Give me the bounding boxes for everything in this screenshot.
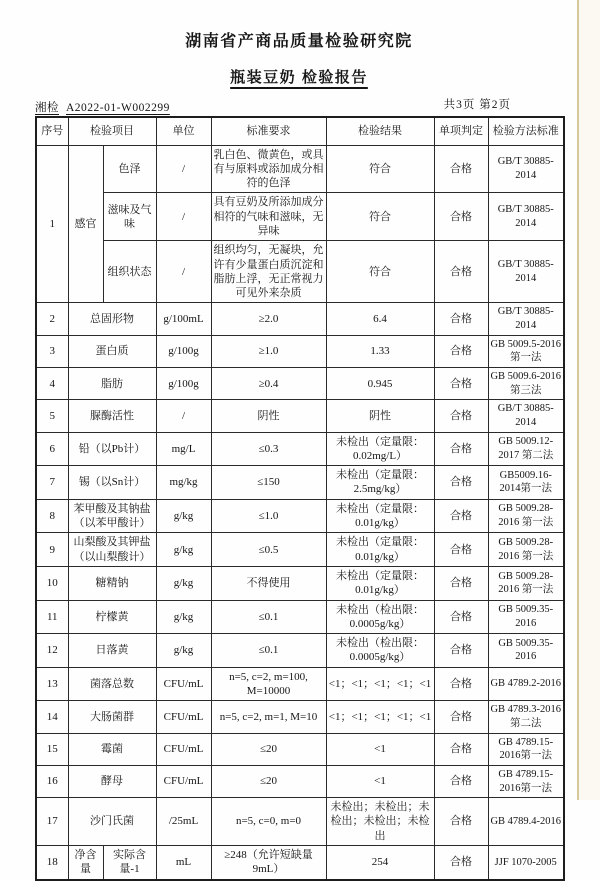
cell-item: 蛋白质 (68, 335, 156, 367)
cell-method: GB 5009.28-2016 第一法 (488, 499, 564, 533)
cell-seq: 10 (36, 566, 68, 600)
cell-item: 锡（以Sn计） (68, 466, 156, 500)
cell-standard: ≥2.0 (211, 303, 326, 335)
cell-item: 霉菌 (68, 733, 156, 765)
cell-seq: 11 (36, 600, 68, 634)
table-row (36, 335, 564, 367)
cell-unit: g/100mL (156, 303, 211, 335)
cell-judgment: 合格 (434, 499, 488, 533)
cell-result: 未检出（检出限：0.0005g/kg） (326, 634, 434, 668)
cell-seq: 8 (36, 499, 68, 533)
cell-item: 山梨酸及其钾盐（以山梨酸计） (68, 533, 156, 567)
cell-unit: / (156, 400, 211, 432)
cell-standard: ≤0.3 (211, 432, 326, 466)
cell-unit: g/kg (156, 533, 211, 567)
cell-judgment: 合格 (434, 466, 488, 500)
report-table-body (36, 145, 564, 880)
report-number-label: 湘检 (35, 102, 59, 114)
cell-judgment: 合格 (434, 193, 488, 241)
cell-standard: 组织均匀，无凝块，允许有少量蛋白质沉淀和脂肪上浮，无正常视力可见外来杂质 (211, 241, 326, 303)
cell-seq: 3 (36, 335, 68, 367)
cell-result: <1；<1；<1；<1；<1 (326, 701, 434, 733)
cell-judgment: 合格 (434, 533, 488, 567)
cell-item: 苯甲酸及其钠盐（以苯甲酸计） (68, 499, 156, 533)
cell-seq: 18 (36, 846, 68, 880)
cell-method: GB 4789.15-2016第一法 (488, 765, 564, 797)
table-row (36, 432, 564, 466)
table-row (36, 634, 564, 668)
table-row (36, 368, 564, 400)
cell-method: GB 5009.35-2016 (488, 600, 564, 634)
cell-judgment: 合格 (434, 145, 488, 193)
cell-item: 总固形物 (68, 303, 156, 335)
cell-seq: 6 (36, 432, 68, 466)
cell-seq: 9 (36, 533, 68, 567)
cell-judgment: 合格 (434, 600, 488, 634)
cell-group: 感官 (68, 145, 103, 303)
cell-method: GB 5009.12-2017 第二法 (488, 432, 564, 466)
cell-unit: CFU/mL (156, 701, 211, 733)
cell-item: 糖精钠 (68, 566, 156, 600)
table-header (36, 117, 564, 145)
cell-result: 未检出（定量限：2.5mg/kg） (326, 466, 434, 500)
cell-seq: 4 (36, 368, 68, 400)
cell-result: 符合 (326, 145, 434, 193)
cell-standard: 不得使用 (211, 566, 326, 600)
cell-item: 脂肪 (68, 368, 156, 400)
cell-result: 未检出；未检出；未检出；未检出；未检出 (326, 798, 434, 846)
cell-method: GB5009.16-2014第一法 (488, 466, 564, 500)
cell-seq: 13 (36, 667, 68, 701)
cell-standard: n=5, c=2, m=1, M=10 (211, 701, 326, 733)
cell-item: 沙门氏菌 (68, 798, 156, 846)
cell-unit: mg/kg (156, 466, 211, 500)
table-row (36, 667, 564, 701)
cell-result: 符合 (326, 193, 434, 241)
cell-method: GB/T 30885-2014 (488, 303, 564, 335)
cell-method: GB/T 30885-2014 (488, 145, 564, 193)
cell-standard: n=5, c=2, m=100, M=10000 (211, 667, 326, 701)
cell-unit: g/kg (156, 634, 211, 668)
cell-item: 菌落总数 (68, 667, 156, 701)
cell-unit: g/100g (156, 335, 211, 367)
cell-item: 大肠菌群 (68, 701, 156, 733)
header-standard: 标准要求 (211, 117, 326, 145)
cell-result: 未检出（检出限：0.0005g/kg） (326, 600, 434, 634)
report-title (35, 66, 563, 87)
cell-method: GB 5009.28-2016 第一法 (488, 566, 564, 600)
cell-unit: g/kg (156, 566, 211, 600)
cell-standard: n=5, c=0, m=0 (211, 798, 326, 846)
cell-standard: 阴性 (211, 400, 326, 432)
table-row (36, 400, 564, 432)
cell-method: GB 4789.2-2016 (488, 667, 564, 701)
cell-unit: mg/L (156, 432, 211, 466)
table-row (36, 241, 564, 303)
cell-result: 未检出（定量限：0.01g/kg） (326, 499, 434, 533)
cell-seq: 1 (36, 145, 68, 303)
cell-result: 符合 (326, 241, 434, 303)
report-number-value: A2022-01-W002299 (66, 102, 170, 114)
cell-judgment: 合格 (434, 241, 488, 303)
table-row (36, 466, 564, 500)
cell-unit: mL (156, 846, 211, 880)
cell-method: GB/T 30885-2014 (488, 400, 564, 432)
cell-standard: ≤0.1 (211, 600, 326, 634)
cell-item: 酵母 (68, 765, 156, 797)
cell-item: 滋味及气味 (103, 193, 156, 241)
cell-result: <1；<1；<1；<1；<1 (326, 667, 434, 701)
cell-result: 阴性 (326, 400, 434, 432)
cell-result: <1 (326, 765, 434, 797)
cell-standard: ≤0.1 (211, 634, 326, 668)
cell-judgment: 合格 (434, 368, 488, 400)
cell-seq: 17 (36, 798, 68, 846)
cell-method: GB 4789.15-2016第一法 (488, 733, 564, 765)
cell-standard: ≤20 (211, 733, 326, 765)
cell-item: 日落黄 (68, 634, 156, 668)
cell-unit: / (156, 145, 211, 193)
header-unit: 单位 (156, 117, 211, 145)
cell-item: 色泽 (103, 145, 156, 193)
cell-item: 铅（以Pb计） (68, 432, 156, 466)
cell-method: GB 5009.6-2016第三法 (488, 368, 564, 400)
cell-judgment: 合格 (434, 634, 488, 668)
cell-seq: 16 (36, 765, 68, 797)
cell-seq: 5 (36, 400, 68, 432)
cell-judgment: 合格 (434, 667, 488, 701)
table-row (36, 733, 564, 765)
cell-standard: ≥0.4 (211, 368, 326, 400)
table-row (36, 566, 564, 600)
header-result: 检验结果 (326, 117, 434, 145)
cell-method: GB 4789.4-2016 (488, 798, 564, 846)
cell-method: GB 4789.3-2016第二法 (488, 701, 564, 733)
cell-method: GB 5009.35-2016 (488, 634, 564, 668)
cell-unit: CFU/mL (156, 765, 211, 797)
table-row (36, 765, 564, 797)
cell-judgment: 合格 (434, 846, 488, 880)
table-row (36, 846, 564, 880)
cell-seq: 7 (36, 466, 68, 500)
cell-unit: CFU/mL (156, 733, 211, 765)
cell-method: JJF 1070-2005 (488, 846, 564, 880)
cell-unit: g/kg (156, 499, 211, 533)
cell-result: <1 (326, 733, 434, 765)
cell-method: GB/T 30885-2014 (488, 193, 564, 241)
page-edge-line (577, 0, 600, 800)
cell-seq: 15 (36, 733, 68, 765)
table-row (36, 303, 564, 335)
report-title-text: 瓶装豆奶 检验报告 (230, 69, 368, 86)
cell-result: 0.945 (326, 368, 434, 400)
table-row (36, 701, 564, 733)
cell-method: GB 5009.5-2016第一法 (488, 335, 564, 367)
cell-item: 脲酶活性 (68, 400, 156, 432)
cell-judgment: 合格 (434, 701, 488, 733)
inspection-table (35, 116, 565, 881)
table-row (36, 193, 564, 241)
page-indicator: 共3页 第2页 (443, 99, 511, 111)
cell-unit: g/kg (156, 600, 211, 634)
cell-standard: 具有豆奶及所添加成分相符的气味和滋味，无异味 (211, 193, 326, 241)
cell-judgment: 合格 (434, 798, 488, 846)
cell-unit: /25mL (156, 798, 211, 846)
cell-standard: ≤150 (211, 466, 326, 500)
cell-method: GB/T 30885-2014 (488, 241, 564, 303)
report-number (35, 99, 170, 115)
cell-item: 实际含量-1 (103, 846, 156, 880)
table-header-row (36, 117, 564, 145)
institute-title: 湖南省产商品质量检验研究院 (185, 33, 413, 50)
cell-judgment: 合格 (434, 432, 488, 466)
cell-unit: CFU/mL (156, 667, 211, 701)
cell-result: 1.33 (326, 335, 434, 367)
header-item: 检验项目 (68, 117, 156, 145)
header-seq: 序号 (36, 117, 68, 145)
cell-result: 254 (326, 846, 434, 880)
table-row (36, 533, 564, 567)
table-row (36, 600, 564, 634)
cell-result: 6.4 (326, 303, 434, 335)
cell-result: 未检出（定量限：0.01g/kg） (326, 533, 434, 567)
cell-method: GB 5009.28-2016 第一法 (488, 533, 564, 567)
cell-unit: / (156, 241, 211, 303)
cell-result: 未检出（定量限：0.02mg/L） (326, 432, 434, 466)
cell-judgment: 合格 (434, 400, 488, 432)
cell-seq: 14 (36, 701, 68, 733)
cell-standard: ≤0.5 (211, 533, 326, 567)
cell-unit: / (156, 193, 211, 241)
header-method: 检验方法标准 (488, 117, 564, 145)
cell-judgment: 合格 (434, 335, 488, 367)
cell-seq: 12 (36, 634, 68, 668)
cell-result: 未检出（定量限：0.01g/kg） (326, 566, 434, 600)
cell-standard: ≥248（允许短缺量9mL） (211, 846, 326, 880)
table-row (36, 499, 564, 533)
cell-judgment: 合格 (434, 303, 488, 335)
cell-seq: 2 (36, 303, 68, 335)
cell-standard: ≤20 (211, 765, 326, 797)
cell-item: 柠檬黄 (68, 600, 156, 634)
cell-judgment: 合格 (434, 765, 488, 797)
cell-item: 组织状态 (103, 241, 156, 303)
inspection-report-page (35, 28, 563, 881)
table-row (36, 798, 564, 846)
cell-judgment: 合格 (434, 566, 488, 600)
cell-standard: 乳白色、微黄色，或具有与原料或添加成分相符的色泽 (211, 145, 326, 193)
table-row (36, 145, 564, 193)
cell-judgment: 合格 (434, 733, 488, 765)
header-judgment: 单项判定 (434, 117, 488, 145)
cell-standard: ≥1.0 (211, 335, 326, 367)
cell-standard: ≤1.0 (211, 499, 326, 533)
cell-unit: g/100g (156, 368, 211, 400)
cell-group: 净含量 (68, 846, 103, 880)
report-meta (35, 99, 563, 115)
